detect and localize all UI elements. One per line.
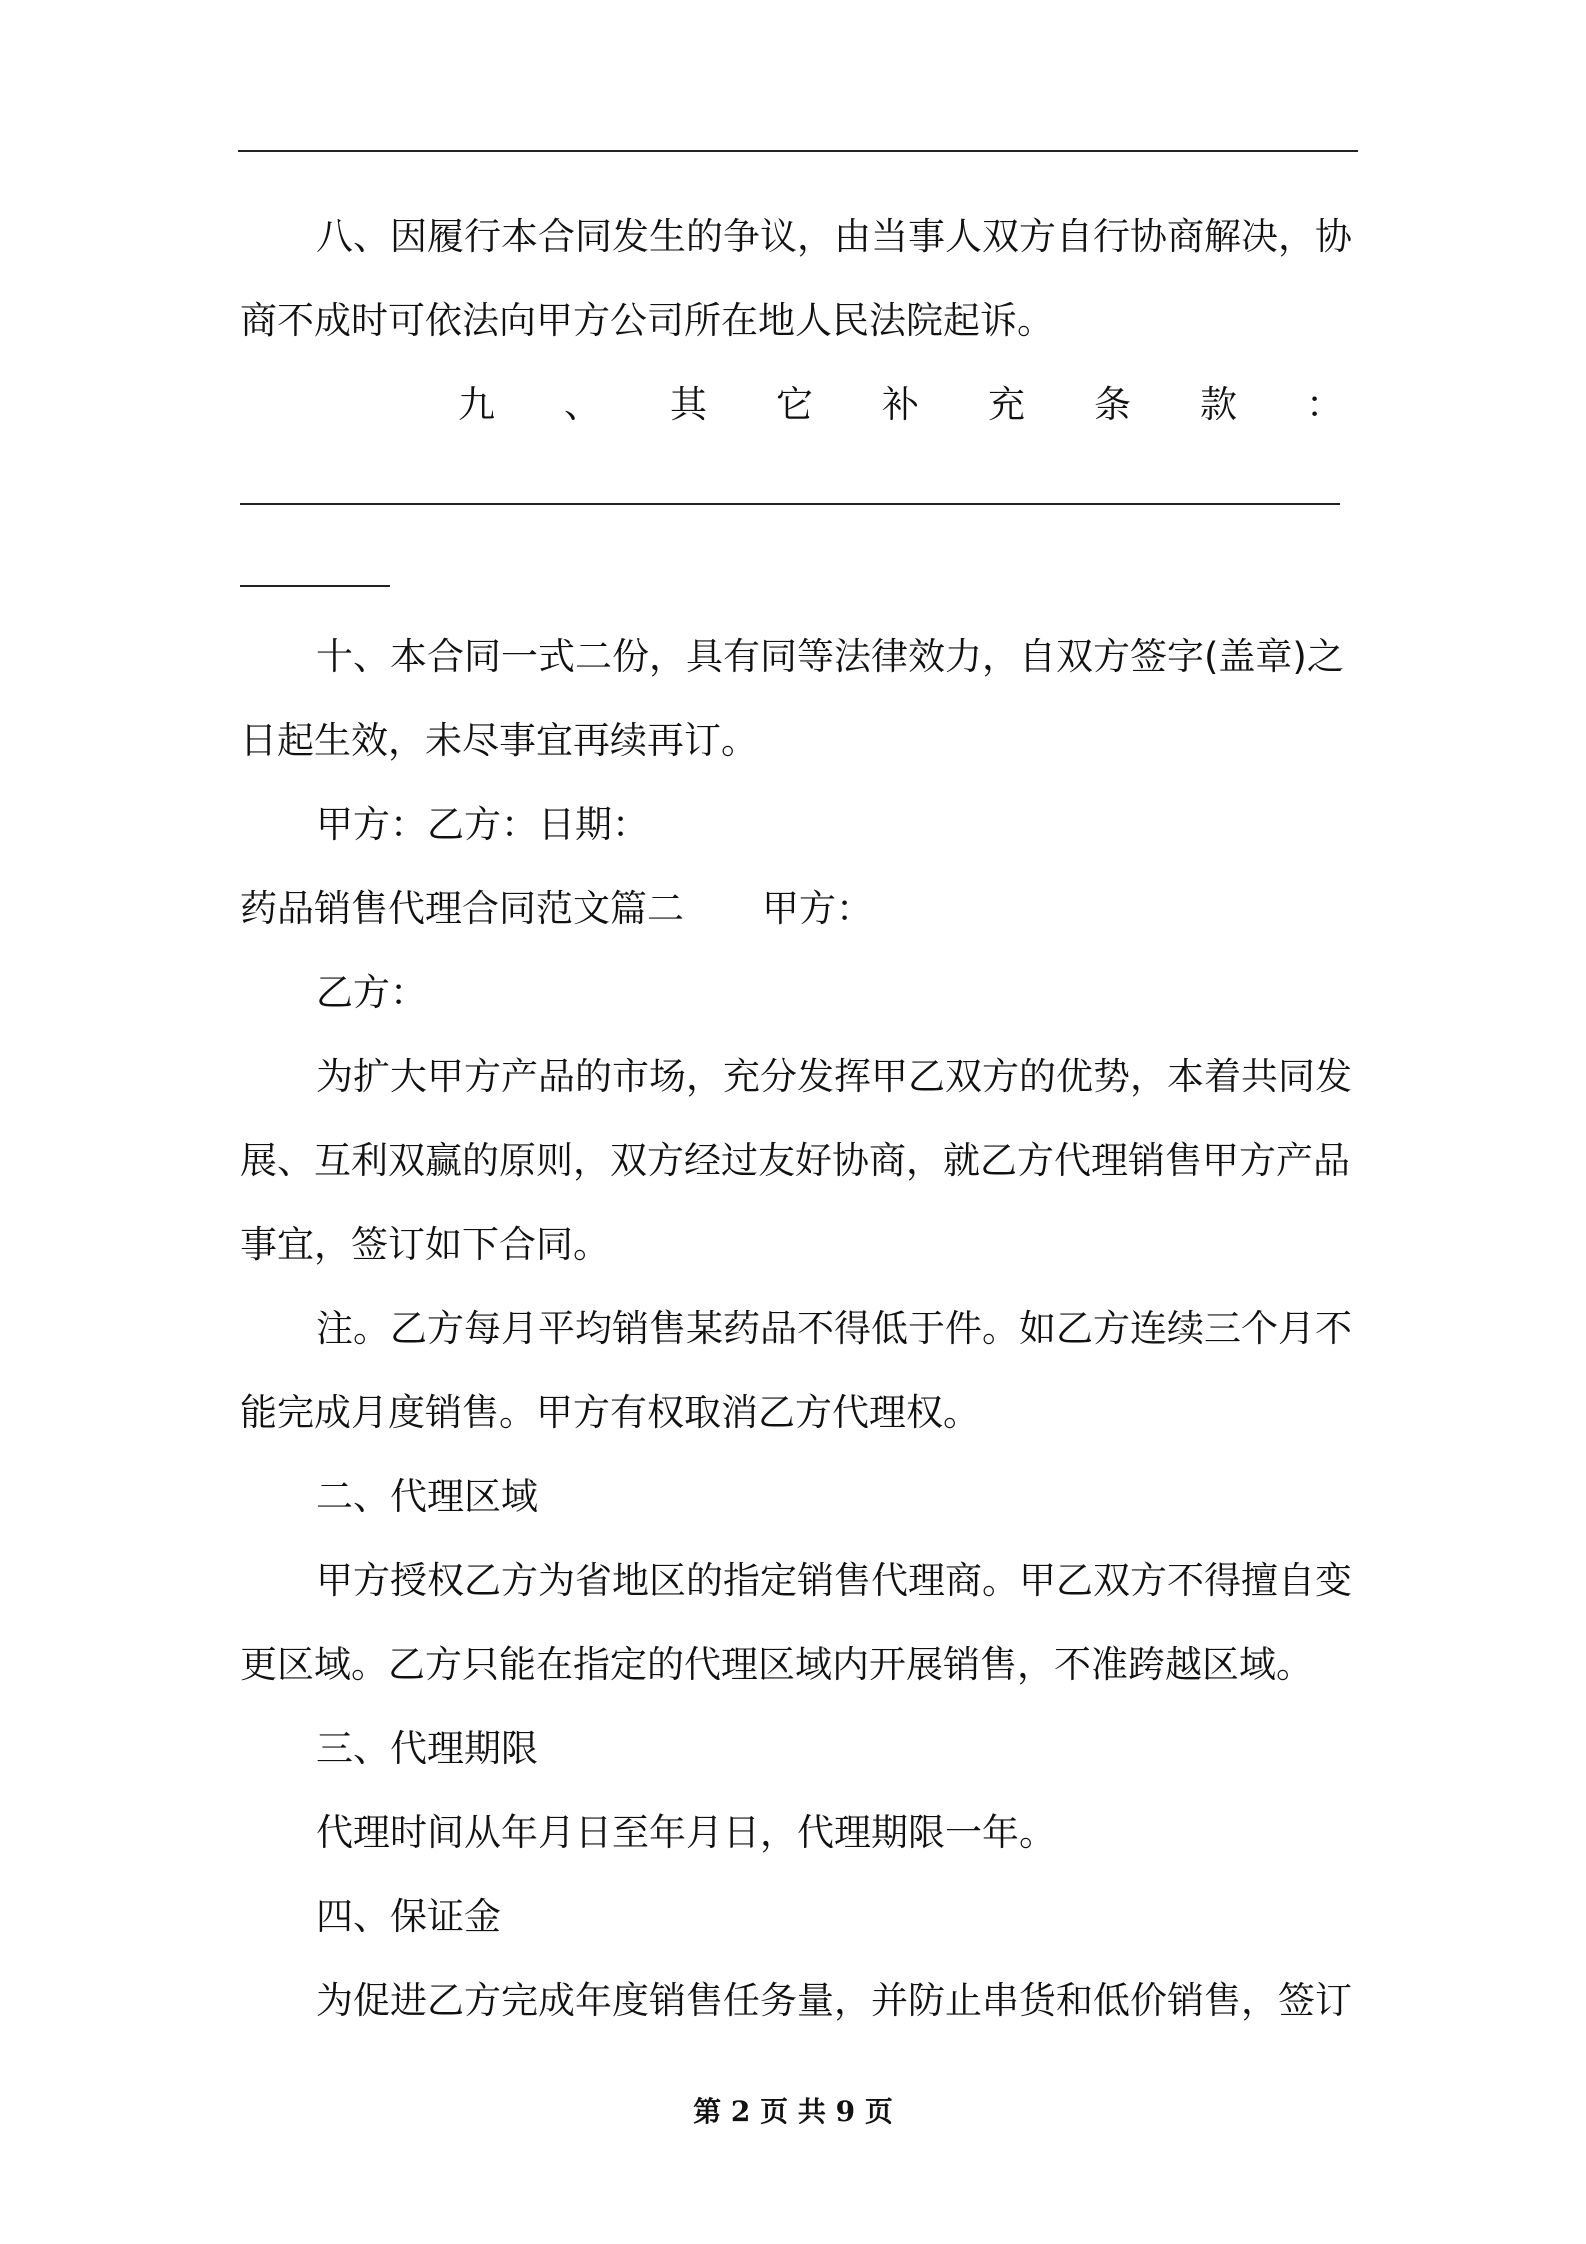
section-3-heading: 三、代理期限 — [316, 1727, 538, 1770]
page-number-footer: 第 2 页 共 9 页 — [693, 2095, 893, 2128]
clause-10-line-2: 日起生效，未尽事宜再续再订。 — [240, 719, 758, 762]
blank-underline-long — [240, 447, 1355, 531]
section-4-heading: 四、保证金 — [316, 1895, 501, 1938]
clause-9-char: 、 — [564, 383, 601, 426]
document-body — [240, 195, 1355, 2043]
clause-9-char: 其 — [670, 383, 707, 426]
note-line-2: 能完成月度销售。甲方有权取消乙方代理权。 — [240, 1391, 980, 1434]
clause-9-char: 九 — [458, 383, 495, 426]
clause-9-char: 它 — [776, 383, 813, 426]
blank-underline-short — [240, 531, 1355, 615]
clause-9-char: ： — [1306, 383, 1343, 426]
section-2-line-1: 甲方授权乙方为省地区的指定销售代理商。甲乙双方不得擅自变 — [316, 1559, 1352, 1602]
section-title-line — [240, 867, 1355, 951]
clause-9-char: 款 — [1200, 383, 1237, 426]
section-4-line-1: 为促进乙方完成年度销售任务量，并防止串货和低价销售，签订 — [316, 1979, 1352, 2022]
clause-9-heading — [240, 363, 1355, 447]
section-2-heading: 二、代理区域 — [316, 1475, 538, 1518]
intro-line-1: 为扩大甲方产品的市场，充分发挥甲乙双方的优势，本着共同发 — [316, 1055, 1352, 1098]
section-3-line-1: 代理时间从年月日至年月日，代理期限一年。 — [316, 1811, 1056, 1854]
clause-8-line-1: 八、因履行本合同发生的争议，由当事人双方自行协商解决，协 — [316, 215, 1352, 258]
document-title: 药品销售代理合同范文篇二 — [240, 887, 684, 930]
signature-line: 甲方：乙方：日期： — [316, 803, 649, 846]
intro-line-3: 事宜，签订如下合同。 — [240, 1223, 610, 1266]
clause-8-line-2: 商不成时可依法向甲方公司所在地人民法院起诉。 — [240, 299, 1054, 342]
note-line-1: 注。乙方每月平均销售某药品不得低于件。如乙方连续三个月不 — [316, 1307, 1352, 1350]
clause-9-char: 充 — [988, 383, 1025, 426]
party-a-label: 甲方： — [762, 887, 873, 930]
header-rule — [238, 150, 1358, 152]
clause-10-line-1: 十、本合同一式二份，具有同等法律效力，自双方签字(盖章)之 — [316, 635, 1344, 678]
party-b-label: 乙方： — [316, 971, 427, 1014]
section-2-line-2: 更区域。乙方只能在指定的代理区域内开展销售，不准跨越区域。 — [240, 1643, 1313, 1686]
intro-line-2: 展、互利双赢的原则，双方经过友好协商，就乙方代理销售甲方产品 — [240, 1139, 1350, 1182]
clause-9-char: 条 — [1094, 383, 1131, 426]
clause-9-char: 补 — [882, 383, 919, 426]
